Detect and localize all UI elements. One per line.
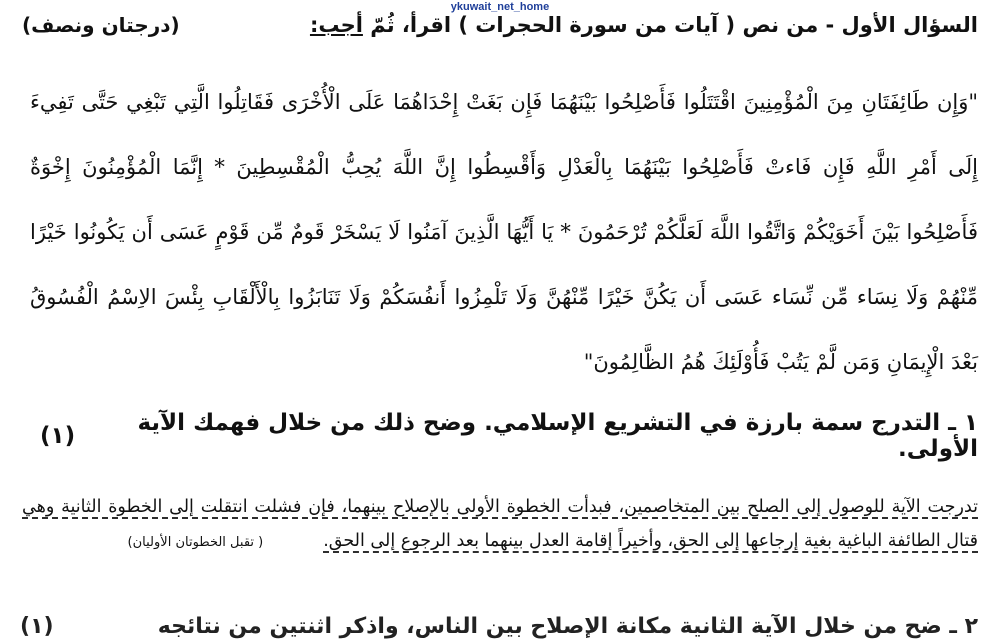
watermark-text: ykuwait_net_home <box>450 1 550 13</box>
answer-1-note: ( تقبل الخطوتان الأوليان) <box>127 535 264 550</box>
question-title-main: السؤال الأول - من نص ( آيات من سورة الحجرات ) اقرأ، ثُمّ <box>362 13 978 37</box>
question-2-text: ٢ ـ ضح من خلال الآية الثانية مكانة الإصلاح بين الناس، واذكر اثنتين من نتائجه <box>157 614 978 639</box>
quran-verse-text: "وَإِن طَائِفَتَانِ مِنَ الْمُؤْمِنِينَ اقْتَتَلُوا فَأَصْلِحُوا بَيْنَهُمَا فَإِن بَغَتْ إِحْدَاهُمَا عَلَى الْأُخْرَى فَقَاتِلُوا الَّتِي تَبْغِي حَتَّى تَفِيءَ إِلَى أَمْرِ اللَّهِ فَإِن فَاءتْ فَأَصْلِحُوا بَيْنَهُمَا بِالْعَدْلِ وَأَقْسِطُوا إِنَّ اللَّهَ يُحِبُّ الْمُقْسِطِينَ * إِنَّمَا الْمُؤْمِنُونَ إِخْوَةٌ فَأَصْلِحُوا بَيْنَ أَخَوَيْكُمْ وَاتَّقُوا اللَّهَ لَعَلَّكُمْ تُرْحَمُونَ * يَا أَيُّهَا الَّذِينَ آمَنُوا لَا يَسْخَرْ قَومٌ مِّن قَوْمٍ عَسَى أَن يَكُونُوا خَيْرًا مِّنْهُمْ وَلَا نِسَاء مِّن نِّسَاء عَسَى أَن يَكُنَّ خَيْرًا مِّنْهُنَّ وَلَا تَلْمِزُوا أَنفُسَكُمْ وَلَا تَنَابَزُوا بِالْأَلْقَابِ بِئْسَ الاِسْمُ الْفُسُوقُ بَعْدَ الْإِيمَانِ وَمَن لَّمْ يَتُبْ فَأُوْلَئِكَ هُمُ الظَّالِمُونَ" <box>30 90 978 374</box>
answer-1 <box>22 490 978 560</box>
question-title-underlined: أجب: <box>309 13 363 37</box>
question-1 <box>40 410 978 462</box>
answer-1-text: تدرجت الآية للوصول إلى الصلح بين المتخاصمين، فبدأت الخطوة الأولى بالإصلاح بينهما، فإن فشلت انتقلت إلى الخطوة الثانية وهي قتال الطائفة الباغية بغية إرجاعها إلى الحق، وأخيراً إقامة العدل بينهما بعد الرجوع إلى الحق. <box>22 497 978 551</box>
question-1-score: (١) <box>40 423 76 449</box>
question-title <box>310 13 978 37</box>
question-1-text: ١ ـ التدرج سمة بارزة في التشريع الإسلامي. وضح ذلك من خلال فهمك الآية الأولى. <box>137 410 978 462</box>
question-marks: (درجتان ونصف) <box>22 13 180 37</box>
question-2 <box>20 614 978 644</box>
question-header <box>22 8 978 42</box>
question-2-score: (١) <box>20 614 54 639</box>
